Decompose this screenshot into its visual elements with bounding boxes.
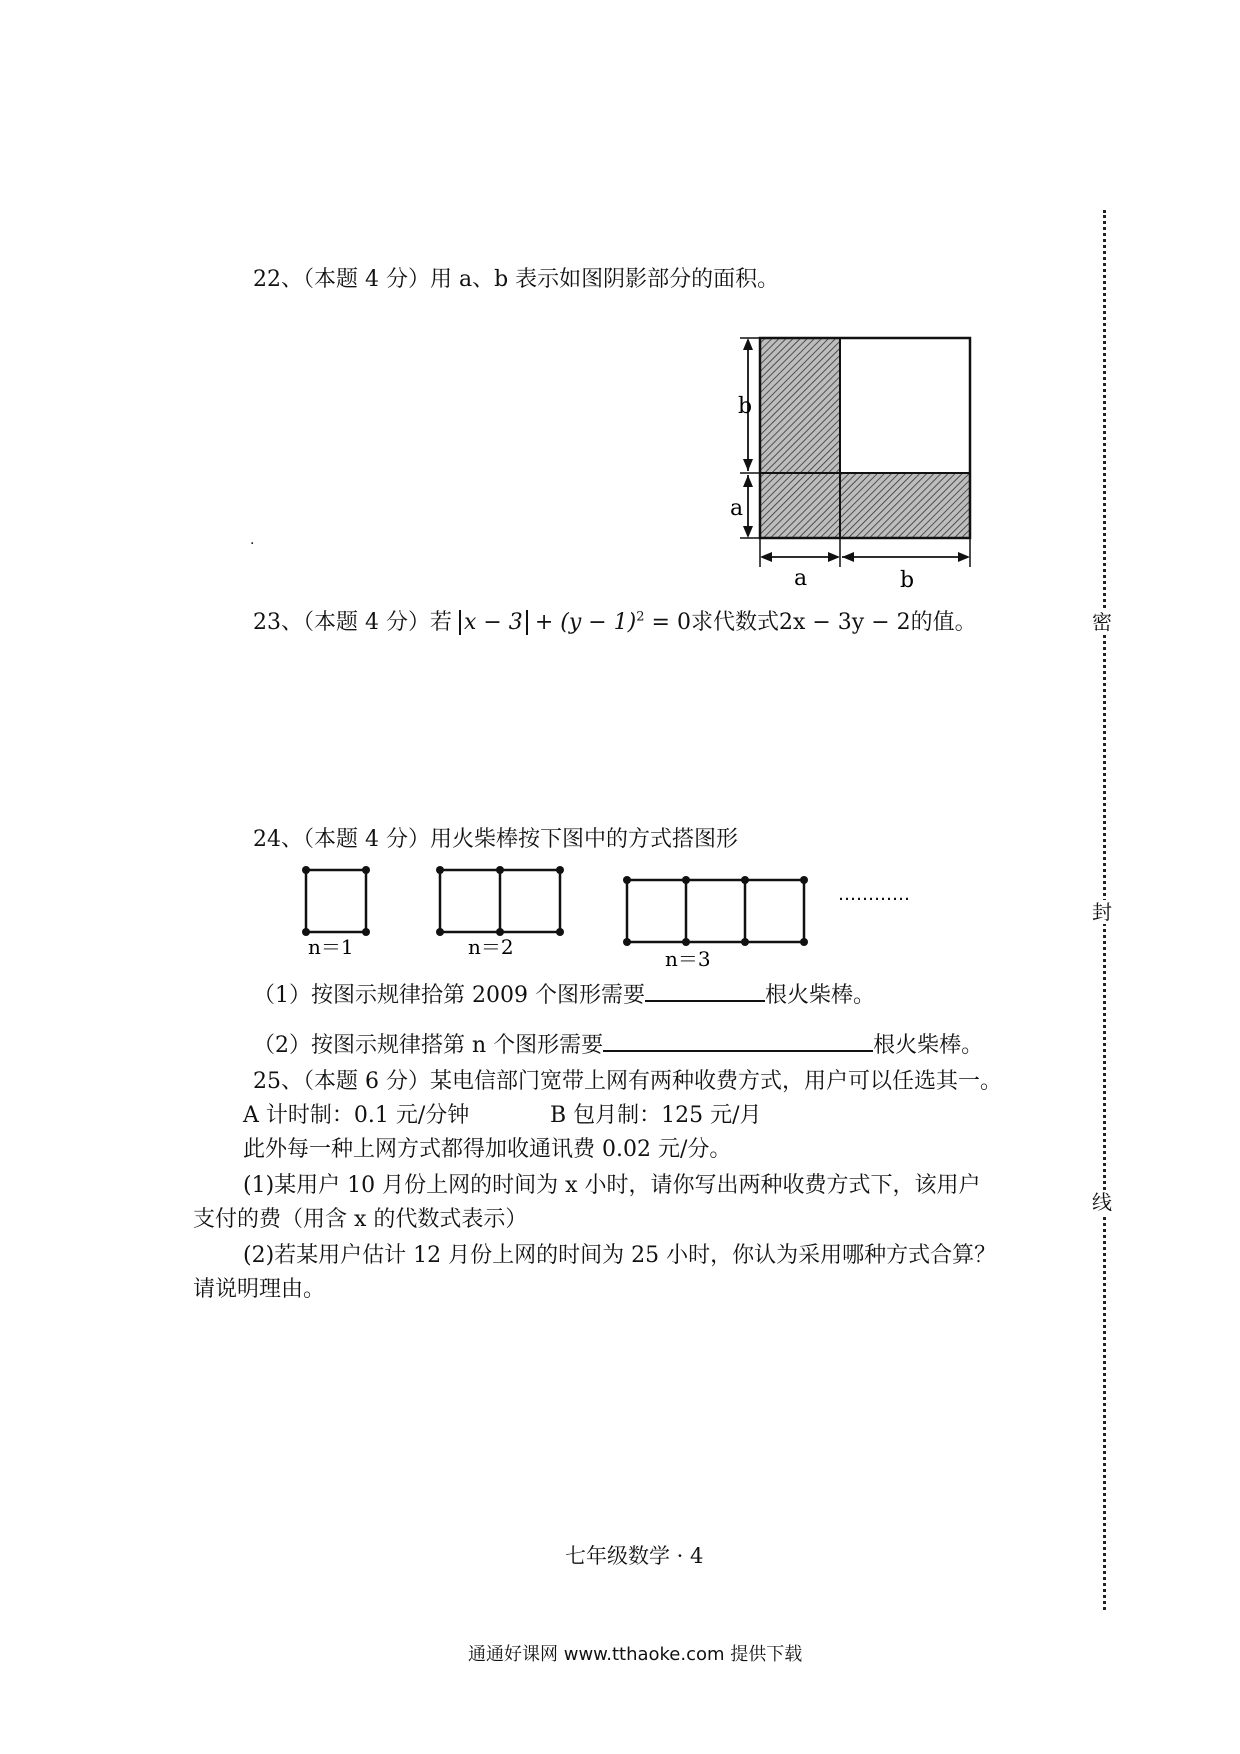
page-footer: 七年级数学 · 4 (565, 1544, 704, 1568)
q23-prefix: 23、（本题 4 分）若 (253, 610, 452, 635)
shaded-vertical-strip (760, 338, 840, 538)
question-25-line1: 25、（本题 6 分）某电信部门宽带上网有两种收费方式，用户可以任选其一。 (253, 1069, 1002, 1094)
q23-square-expr: (y − 1) (560, 610, 637, 635)
question-22-figure (700, 325, 990, 595)
stray-mark: · (250, 536, 255, 552)
question-25-part2-line1: (2)若某用户估计 12 月份上网的时间为 25 小时，你认为采用哪种方式合算？ (243, 1243, 997, 1268)
label-a-left: a (730, 496, 744, 521)
caption-n1: n＝1 (308, 935, 354, 959)
label-a-bottom: a (794, 566, 808, 591)
binding-mark-close: 封 (1092, 900, 1112, 924)
question-25-part1-line2: 支付的费（用含 x 的代数式表示） (193, 1207, 528, 1232)
q24-part2-after: 根火柴棒。 (873, 1033, 984, 1058)
q24-part1-after: 根火柴棒。 (764, 983, 875, 1008)
caption-n2: n＝2 (468, 935, 514, 959)
question-25-plan-a: A 计时制：0.1 元/分钟 (243, 1103, 470, 1128)
question-24-text: 24、（本题 4 分）用火柴棒按下图中的方式搭图形 (253, 827, 738, 852)
label-b-bottom: b (900, 568, 915, 593)
q23-suffix: = 0求代数式2x − 3y − 2的值。 (651, 610, 977, 635)
q23-abs-expr: x − 3 (459, 610, 528, 635)
q24-part2-before: （2）按图示规律搭第 n 个图形需要 (253, 1033, 604, 1058)
q24-part2-blank[interactable] (603, 1030, 873, 1052)
matchstick-figures (290, 860, 970, 970)
question-24-part2 (253, 1028, 983, 1059)
q23-plus: + (534, 610, 554, 635)
question-22-text: 22、（本题 4 分）用 a、b 表示如图阴影部分的面积。 (253, 267, 780, 292)
question-23-text (253, 605, 977, 636)
ellipsis: ………… (838, 884, 910, 905)
q24-part1-before: （1）按图示规律拾第 2009 个图形需要 (253, 983, 645, 1008)
q24-part1-blank[interactable] (645, 980, 765, 1002)
question-24-part1 (253, 978, 875, 1009)
shaded-horizontal-strip (840, 473, 970, 538)
binding-mark-seal: 密 (1092, 610, 1112, 634)
question-25-part2-line2: 请说明理由。 (193, 1277, 326, 1302)
question-25-part1-line1: (1)某用户 10 月份上网的时间为 x 小时，请你写出两种收费方式下，该用户 (243, 1173, 981, 1198)
label-b-left: b (738, 394, 753, 419)
site-footer: 通通好课网 www.tthaoke.com 提供下载 (468, 1644, 803, 1665)
question-25-plan-b: B 包月制：125 元/月 (550, 1103, 762, 1128)
caption-n3: n＝3 (665, 947, 711, 970)
question-25-line3: 此外每一种上网方式都得加收通讯费 0.02 元/分。 (243, 1137, 732, 1162)
q23-exponent: 2 (636, 609, 645, 625)
binding-mark-line: 线 (1092, 1190, 1112, 1214)
